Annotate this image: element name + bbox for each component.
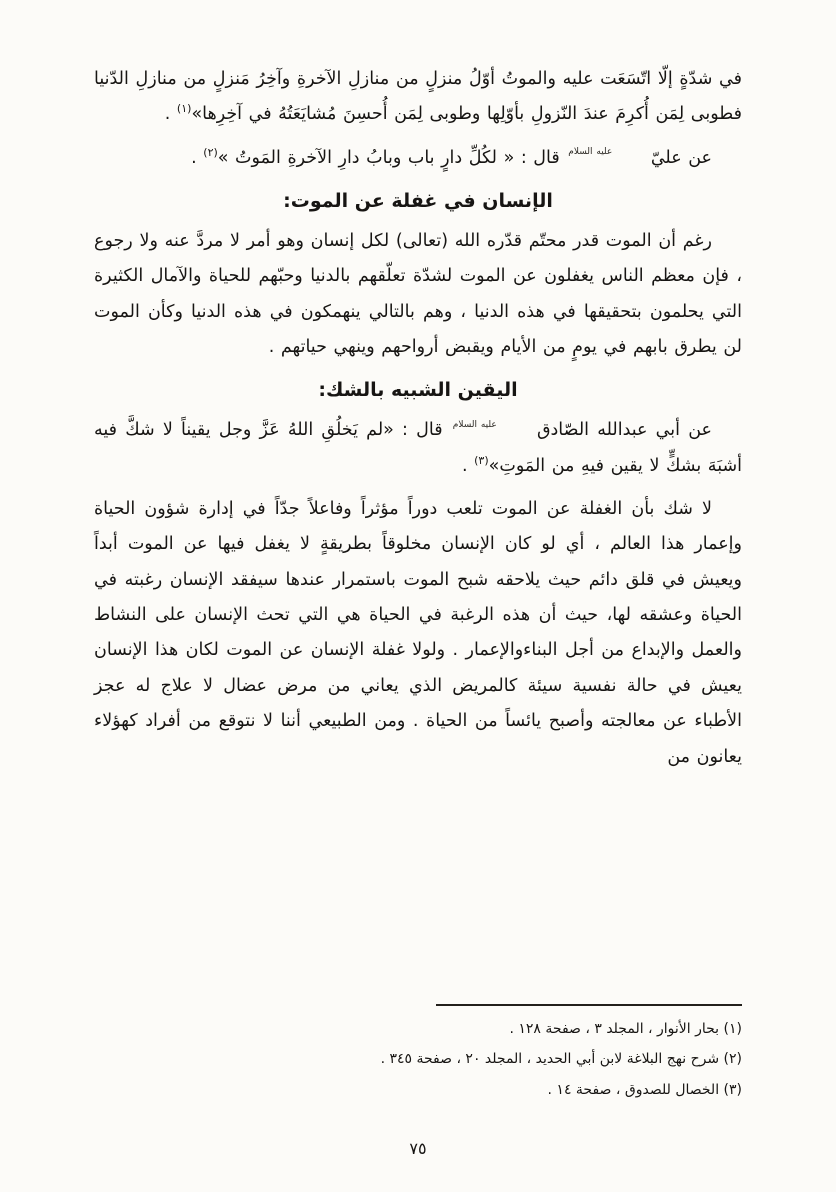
- footnote-ref-2: (٢): [203, 145, 218, 159]
- section-heading-yaqin: اليقين الشبيه بالشك:: [318, 379, 518, 402]
- footnote-1: (١) بحار الأنوار ، المجلد ٣ ، صفحة ١٢٨ .: [509, 1020, 742, 1037]
- narrator-text: عن عليّ: [650, 147, 712, 168]
- continuation-paragraph: [94, 62, 742, 133]
- footnote-2: (٢) شرح نهج البلاغة لابن أبي الحديد ، المجلد ٢٠ ، صفحة ٣٤٥ .: [380, 1051, 742, 1068]
- narrator-text: عن أبي عبدالله الصّادق: [536, 420, 712, 441]
- footnote-ref-3: (٣): [474, 453, 489, 467]
- sentence-end: .: [191, 147, 204, 168]
- hadith-text: قال : «لم يَخلُقِ اللهُ عَزَّ وجل يقيناً لا شكَّ فيه أشبَهَ بشكٍّ لا يقين فيهِ من المَوتِ»: [94, 420, 742, 476]
- hadith-text: قال : « لكُلِّ دارٍ باب وبابُ دارِ الآخرةِ المَوتُ »: [217, 147, 560, 168]
- page-number: ٧٥: [409, 1139, 427, 1158]
- footnote-ref-1: (١): [176, 102, 192, 116]
- sentence-end: .: [164, 104, 177, 125]
- paragraph-text: في شدّةٍ إلّا اتّسَعَت عليه والموتُ أوّلُ منزلٍ من منازلِ الآخرةِ وآخِرُ مَنزلٍ من منازلِ الدّنيا فطوبى لِمَن أُكرِمَ عندَ النّزولِ بأوّلِها وطوبى لِمَن أُحسِنَ مُشايَعَتُهُ في آخِرِها»: [94, 69, 742, 125]
- paragraph-ghafla: رغم أن الموت قدر محتّم قدّره الله (تعالى) لكل إنسان وهو أمر لا مردَّ عنه ولا رجوع ، فإن معظم الناس يغفلون عن الموت لشدّة تعلّقهم بالدنيا وحبّهم للحياة والآمال الكثيرة التي يحلمون بتحقيقها في هذه الدنيا ، وهم بالتالي ينهمكون في هذه الدنيا وكأن الموت لن يطرق بابهم في يومٍ من الأيام ويقبض أرواحهم وينهي حياتهم .: [94, 231, 742, 358]
- section-heading-ghafla: الإنسان في غفلة عن الموت:: [283, 190, 553, 213]
- sentence-end: .: [461, 455, 475, 476]
- honorific-mark: عليه السلام: [568, 147, 613, 158]
- footnotes-section: [94, 1004, 742, 1106]
- hadith-ali-paragraph: [94, 141, 742, 176]
- page-body: [94, 62, 742, 775]
- paragraph-analysis: لا شك بأن الغفلة عن الموت تلعب دوراً مؤثراً وفاعلاً جدّاً في إدارة شؤون الحياة وإعمار هذا العالم ، أي لو كان الإنسان مخلوقاً بطريقةٍ لا يغفل فيها عن الموت أبداً ويعيش في قلق دائم حيث يلاحقه شبح الموت باستمرار عندها سيفقد الإنسان رغبته في الحياة وعشقه لها، حيث أن هذه الرغبة في الحياة هي التي تحث الإنسان على النشاط والعمل والإبداع من أجل البناءوالإعمار . ولولا غفلة الإنسان عن الموت لكان هذا الإنسان يعيش في حالة نفسية سيئة كالمريض الذي يعاني من مرض عضال لا علاج له عجز الأطباء عن معالجته وأصبح يائساً من الحياة . ومن الطبيعي أننا لا نتوقع من أفراد كهؤلاء يعانون من: [94, 499, 742, 767]
- footnote-separator: [436, 1004, 742, 1006]
- hadith-sadiq-paragraph: [94, 413, 742, 484]
- honorific-mark: عليه السلام: [452, 419, 497, 430]
- footnote-3: (٣) الخصال للصدوق ، صفحة ١٤ .: [547, 1082, 742, 1099]
